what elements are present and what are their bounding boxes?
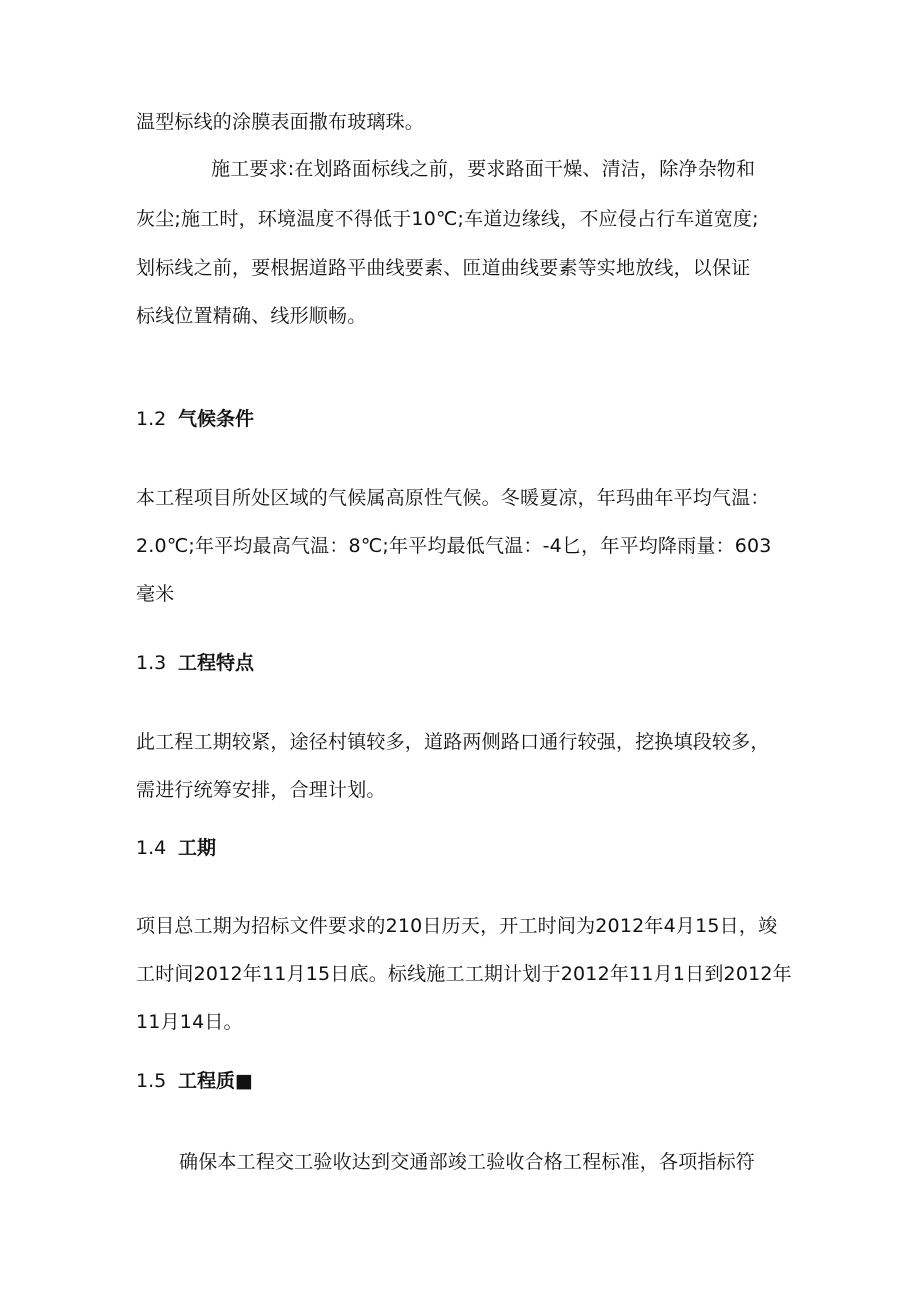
section-heading-1-4 — [136, 836, 216, 860]
section-number: 1.4 — [136, 837, 167, 859]
paragraph-line: 本工程项目所处区域的气候属高原性气候。冬暖夏凉，年玛曲年平均气温： — [136, 487, 770, 509]
paragraph-line: 温型标线的涂膜表面撒布玻璃珠。 — [136, 111, 425, 133]
paragraph-line: 项目总工期为招标文件要求的210日历天，开工时间为2012年4月15日，竣 — [136, 915, 778, 937]
paragraph-line: 毫米 — [136, 583, 175, 605]
section-number: 1.5 — [136, 1070, 167, 1092]
section-title: 工程特点 — [178, 652, 255, 674]
section-heading-1-5 — [136, 1069, 253, 1093]
paragraph-line: 需进行统筹安排，合理计划。 — [136, 779, 386, 801]
section-heading-1-2 — [136, 407, 254, 431]
section-number: 1.2 — [136, 408, 167, 430]
paragraph-line: 2.0℃;年平均最高气温：8℃;年平均最低气温：-4匕，年平均降雨量：603 — [136, 535, 772, 557]
paragraph-line: 标线位置精确、线形顺畅。 — [136, 305, 367, 327]
paragraph-line: 确保本工程交工验收达到交通部竣工验收合格工程标准，各项指标符 — [179, 1151, 756, 1173]
paragraph-line: 划标线之前，要根据道路平曲线要素、匝道曲线要素等实地放线，以保证 — [136, 257, 751, 279]
paragraph-line: 此工程工期较紧，途径村镇较多，道路两侧路口通行较强，挖换填段较多， — [136, 731, 770, 753]
paragraph-line: 灰尘;施工时，环境温度不得低于10℃;车道边缘线，不应侵占行车道宽度; — [136, 208, 759, 230]
section-title: 工程质■ — [178, 1070, 253, 1092]
section-heading-1-3 — [136, 651, 254, 675]
paragraph-line: 施工要求:在划路面标线之前，要求路面干燥、清洁，除净杂物和 — [211, 158, 756, 180]
paragraph-line: 11月14日。 — [136, 1011, 243, 1033]
section-title: 工期 — [178, 837, 217, 859]
section-number: 1.3 — [136, 652, 167, 674]
paragraph-line: 工时间2012年11月15日底。标线施工工期计划于2012年11月1日到2012年 — [136, 963, 792, 985]
section-title: 气候条件 — [178, 408, 255, 430]
